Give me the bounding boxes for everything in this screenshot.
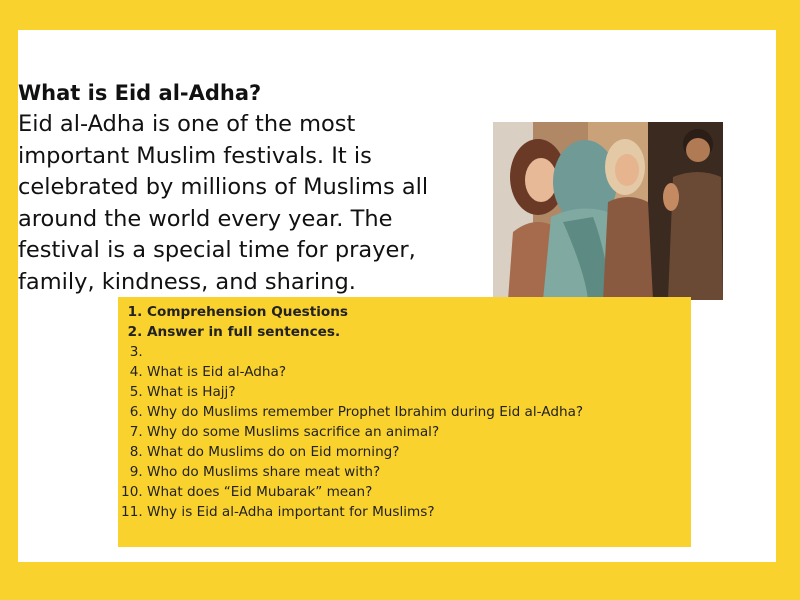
list-item: 4. What is Eid al-Adha? — [147, 362, 691, 382]
questions-list — [118, 297, 691, 522]
list-item: 10. What does “Eid Mubarak” mean? — [147, 482, 691, 502]
list-item — [147, 342, 691, 362]
list-item: 9. Who do Muslims share meat with? — [147, 462, 691, 482]
questions-title: 1. Comprehension Questions — [147, 302, 691, 322]
list-item: 8. What do Muslims do on Eid morning? — [147, 442, 691, 462]
list-item: 11. Why is Eid al-Adha important for Muslims? — [147, 502, 691, 522]
questions-instruction: 2. Answer in full sentences. — [147, 322, 691, 342]
worksheet-page — [18, 30, 776, 562]
list-item: 6. Why do Muslims remember Prophet Ibrahim during Eid al-Adha? — [147, 402, 691, 422]
comprehension-questions-box — [118, 297, 691, 547]
people-hugging-image — [493, 122, 723, 300]
celebration-photo — [493, 122, 723, 300]
list-item: 5. What is Hajj? — [147, 382, 691, 402]
list-item: 7. Why do some Muslims sacrifice an animal? — [147, 422, 691, 442]
article-paragraph: Eid al-Adha is one of the most important Muslim festivals. It is celebrated by millions of Muslims all around the world every year. The festival is a special time for prayer, family, kindness, and sharing. — [18, 111, 429, 295]
article-heading: What is Eid al-Adha? — [18, 81, 262, 105]
